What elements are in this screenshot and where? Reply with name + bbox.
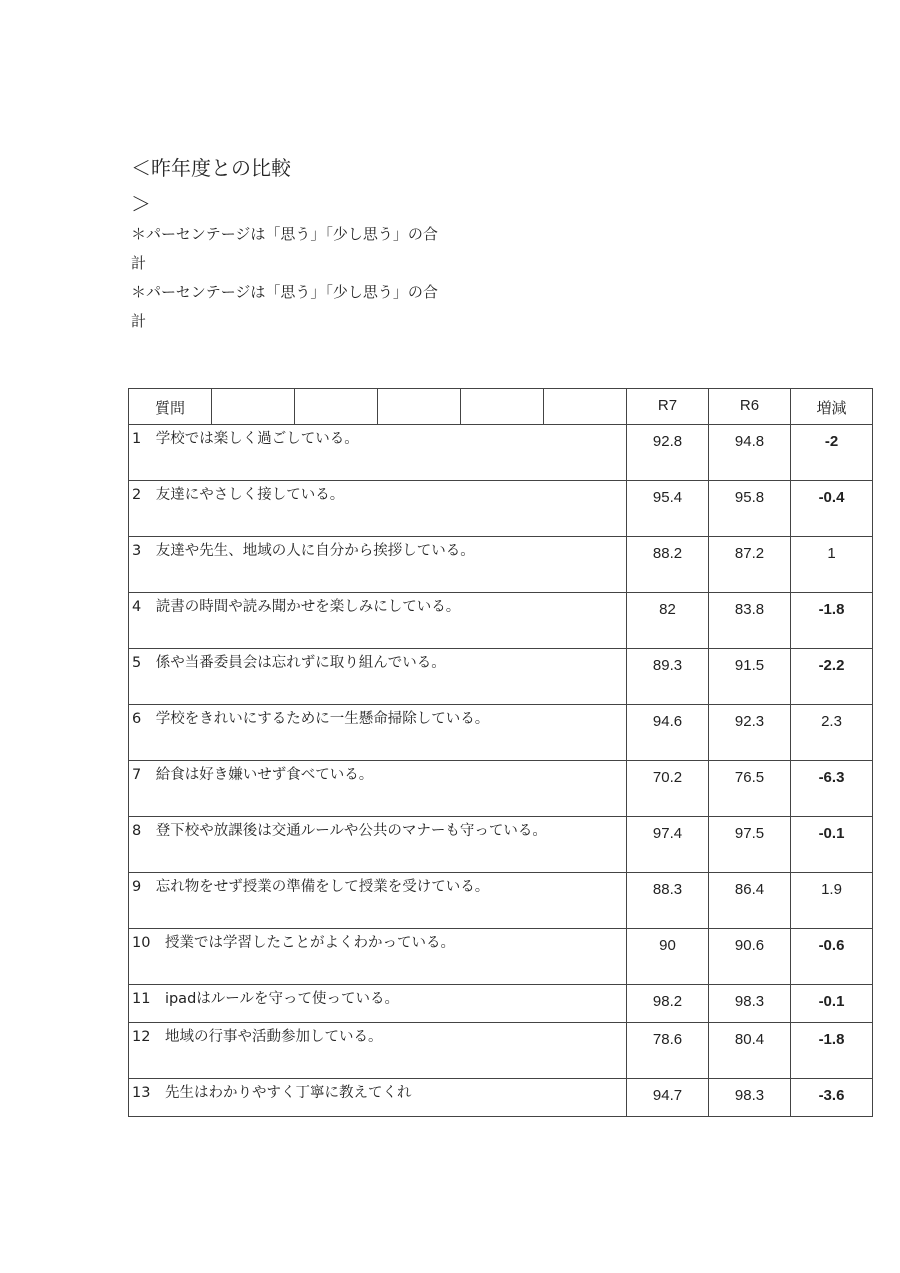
table-row xyxy=(129,425,873,481)
table-row xyxy=(129,1023,873,1079)
r6-cell: 83.8 xyxy=(709,593,791,649)
header-blank-cell xyxy=(295,389,378,425)
header-blank-cell xyxy=(378,389,461,425)
r7-cell: 92.8 xyxy=(627,425,709,481)
question-cell: 5 係や当番委員会は忘れずに取り組んでいる。 xyxy=(129,649,627,705)
r6-cell: 98.3 xyxy=(709,985,791,1023)
r6-cell: 87.2 xyxy=(709,537,791,593)
table-header-row xyxy=(129,389,873,425)
diff-cell: 2.3 xyxy=(791,705,873,761)
header-question: 質問 xyxy=(129,389,212,425)
diff-cell: -0.1 xyxy=(791,985,873,1023)
diff-cell: -0.6 xyxy=(791,929,873,985)
table-row xyxy=(129,817,873,873)
diff-cell: -1.8 xyxy=(791,1023,873,1079)
r7-cell: 70.2 xyxy=(627,761,709,817)
question-cell: 2 友達にやさしく接している。 xyxy=(129,481,627,537)
table-row xyxy=(129,929,873,985)
diff-cell: -1.8 xyxy=(791,593,873,649)
r6-cell: 97.5 xyxy=(709,817,791,873)
question-cell: 12 地域の行事や活動参加している。 xyxy=(129,1023,627,1079)
r7-cell: 95.4 xyxy=(627,481,709,537)
r7-cell: 90 xyxy=(627,929,709,985)
r7-cell: 94.7 xyxy=(627,1079,709,1117)
r6-cell: 92.3 xyxy=(709,705,791,761)
r7-cell: 82 xyxy=(627,593,709,649)
question-cell: 8 登下校や放課後は交通ルールや公共のマナーも守っている。 xyxy=(129,817,627,873)
diff-cell: -3.6 xyxy=(791,1079,873,1117)
table-row xyxy=(129,537,873,593)
header-blank-cell xyxy=(461,389,544,425)
table-row xyxy=(129,1079,873,1117)
r7-cell: 94.6 xyxy=(627,705,709,761)
r6-cell: 98.3 xyxy=(709,1079,791,1117)
question-cell: 7 給食は好き嫌いせず食べている。 xyxy=(129,761,627,817)
table-row xyxy=(129,481,873,537)
question-cell: 1 学校では楽しく過ごしている。 xyxy=(129,425,627,481)
question-cell: 6 学校をきれいにするために一生懸命掃除している。 xyxy=(129,705,627,761)
r6-cell: 90.6 xyxy=(709,929,791,985)
question-cell: 9 忘れ物をせず授業の準備をして授業を受けている。 xyxy=(129,873,627,929)
table-row xyxy=(129,761,873,817)
comparison-table xyxy=(128,388,873,1117)
table-row xyxy=(129,985,873,1023)
r7-cell: 88.3 xyxy=(627,873,709,929)
question-cell: 11 ipadはルールを守って使っている。 xyxy=(129,985,627,1023)
table-row xyxy=(129,649,873,705)
r6-cell: 94.8 xyxy=(709,425,791,481)
diff-cell: 1 xyxy=(791,537,873,593)
r7-cell: 88.2 xyxy=(627,537,709,593)
header-blank-cell xyxy=(544,389,627,425)
percentage-note: ＊パーセンテージは「思う」「少し思う」の合計 xyxy=(131,283,438,330)
r6-cell: 95.8 xyxy=(709,481,791,537)
r7-cell: 89.3 xyxy=(627,649,709,705)
header-r6: R6 xyxy=(709,389,791,425)
r6-cell: 76.5 xyxy=(709,761,791,817)
page-title: ＜昨年度との比較＞ xyxy=(131,156,291,216)
r7-cell: 98.2 xyxy=(627,985,709,1023)
r6-cell: 86.4 xyxy=(709,873,791,929)
question-cell: 10 授業では学習したことがよくわかっている。 xyxy=(129,929,627,985)
r6-cell: 91.5 xyxy=(709,649,791,705)
diff-cell: -2 xyxy=(791,425,873,481)
header-r7: R7 xyxy=(627,389,709,425)
header-blank-cell xyxy=(212,389,295,425)
question-cell: 4 読書の時間や読み聞かせを楽しみにしている。 xyxy=(129,593,627,649)
r7-cell: 78.6 xyxy=(627,1023,709,1079)
diff-cell: -0.4 xyxy=(791,481,873,537)
diff-cell: -0.1 xyxy=(791,817,873,873)
r7-cell: 97.4 xyxy=(627,817,709,873)
table-row xyxy=(129,593,873,649)
diff-cell: -6.3 xyxy=(791,761,873,817)
r6-cell: 80.4 xyxy=(709,1023,791,1079)
table-row xyxy=(129,873,873,929)
table-row xyxy=(129,705,873,761)
diff-cell: -2.2 xyxy=(791,649,873,705)
header-diff: 増減 xyxy=(791,389,873,425)
question-cell: 13 先生はわかりやすく丁寧に教えてくれ xyxy=(129,1079,627,1117)
diff-cell: 1.9 xyxy=(791,873,873,929)
question-cell: 3 友達や先生、地域の人に自分から挨拶している。 xyxy=(129,537,627,593)
percentage-note: ＊パーセンテージは「思う」「少し思う」の合計 xyxy=(131,225,438,272)
